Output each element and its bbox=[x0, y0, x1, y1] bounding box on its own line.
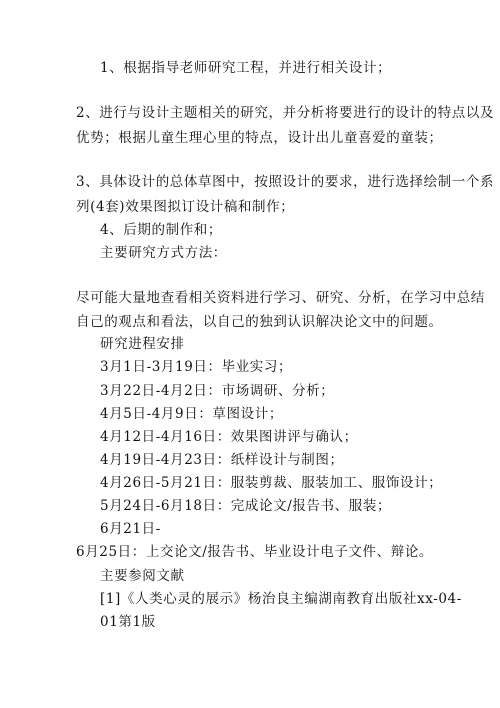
schedule-item-8-start: 6月21日- bbox=[100, 521, 161, 537]
methods-line-2: 自己的观点和看法，以自己的独到认识解决论文中的问题。 bbox=[76, 314, 443, 330]
schedule-item-8-end: 6月25日：上交论文/报告书、毕业设计电子文件、辩论。 bbox=[76, 544, 434, 560]
schedule-item-1: 3月1日-3月19日：毕业实习； bbox=[100, 359, 293, 375]
schedule-item-3: 4月5日-4月9日：草图设计； bbox=[100, 406, 283, 422]
paragraph-1: 1、根据指导老师研究工程，并进行相关设计； bbox=[100, 60, 392, 76]
schedule-item-5: 4月19日-4月23日：纸样设计与制图； bbox=[100, 452, 344, 468]
section-heading-schedule: 研究进程安排 bbox=[100, 336, 185, 352]
schedule-item-7: 5月24日-6月18日：完成论文/报告书、服装； bbox=[100, 498, 392, 514]
reference-1-line-2: 01第1版 bbox=[100, 614, 156, 630]
paragraph-2-line-2: 优势；根据儿童生理心里的特点，设计出儿童喜爱的童装； bbox=[76, 130, 443, 146]
paragraph-3-line-1: 3、具体设计的总体草图中，按照设计的要求，进行选择绘制一个系 bbox=[76, 174, 495, 190]
paragraph-4: 4、后期的制作和； bbox=[100, 222, 222, 238]
schedule-item-2: 3月22日-4月2日：市场调研、分析； bbox=[100, 383, 335, 399]
section-heading-references: 主要参阅文献 bbox=[100, 568, 185, 584]
section-heading-methods: 主要研究方式方法： bbox=[100, 245, 227, 261]
methods-line-1: 尽可能大量地查看相关资料进行学习、研究、分析，在学习中总结 bbox=[76, 290, 485, 306]
schedule-item-4: 4月12日-4月16日：效果图讲评与确认； bbox=[100, 429, 358, 445]
paragraph-3-line-2: 列(4套)效果图拟订设计稿和制作； bbox=[76, 199, 295, 215]
schedule-item-6: 4月26日-5月21日：服装剪裁、服装加工、服饰设计； bbox=[100, 475, 443, 491]
paragraph-2-line-1: 2、进行与设计主题相关的研究，并分析将要进行的设计的特点以及 bbox=[76, 105, 495, 121]
reference-1-line-1: [1]《人类心灵的展示》杨治良主编湖南教育出版社xx-04- bbox=[100, 591, 462, 607]
